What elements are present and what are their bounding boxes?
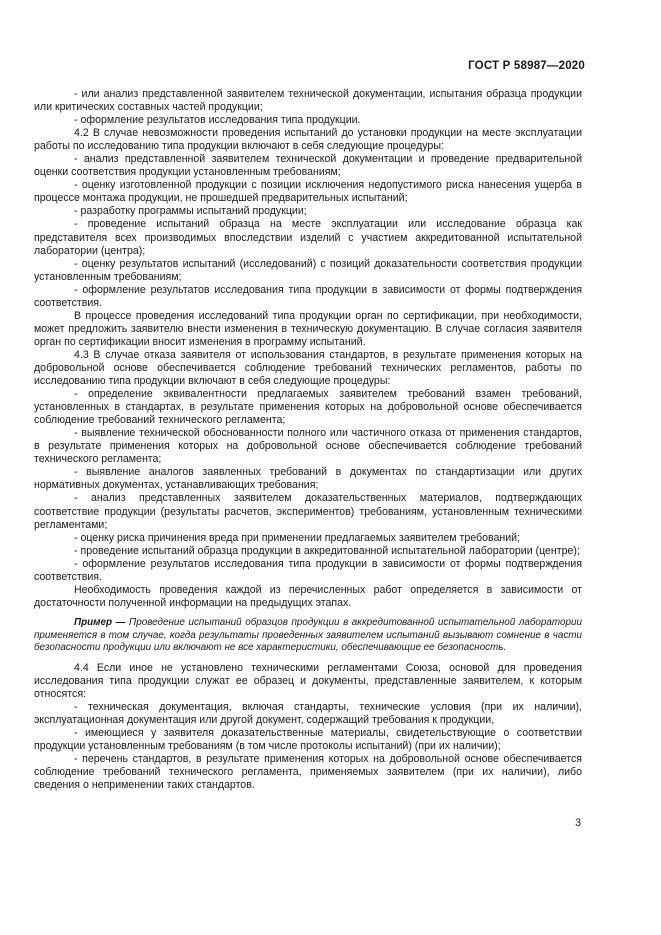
- list-item: - выявление аналогов заявленных требований в документах по стандартизации или других нормативных документах, устанавливающих требования;: [34, 466, 582, 492]
- list-item: - анализ представленной заявителем технической документации и проведение предварительной оценки соответствия продукции установленным требованиям;: [34, 153, 582, 179]
- clause-4-2: 4.2 В случае невозможности проведения испытаний до установки продукции на месте эксплуатации работы по исследованию типа продукции включают в себя следующие процедуры:: [34, 127, 582, 153]
- example-note: [34, 617, 582, 655]
- document-code: ГОСТ Р 58987—2020: [468, 60, 585, 72]
- list-item: - оформление результатов исследования типа продукции.: [74, 114, 361, 127]
- list-item: - выявление технической обоснованности полного или частичного отказа от применения стандартов, в результате применения которых на добровольной основе обеспечивается соблюдение требований технического регламента;: [34, 427, 582, 466]
- list-item: - проведение испытаний образца продукции в аккредитованной испытательной лаборатории (центре);: [74, 544, 580, 557]
- list-item: - имеющиеся у заявителя доказательственные материалы, свидетельствующие о соответствии продукции установленным требованиям (в том числе протоколы испытаний) (при их наличии);: [34, 727, 582, 753]
- list-item: - анализ представленных заявителем доказательственных материалов, подтверждающих соответствие продукции (результаты расчетов, экспериментов) требованиям, установленным техническими регламентами;: [34, 492, 582, 531]
- list-item: - техническая документация, включая стандарты, технические условия (при их наличии), эксплуатационная документация или другой документ, содержащий требования к продукции,: [34, 701, 582, 727]
- list-item: - или анализ представленной заявителем технической документации, испытания образца продукции или критических составных частей продукции;: [34, 88, 582, 114]
- list-item: - определение эквивалентности предлагаемых заявителем требований взамен требований, установленных в стандартах, в результате применения которых на добровольной основе обеспечивается соблюдение требований технического регламента;: [34, 388, 582, 427]
- list-item: - оформление результатов исследования типа продукции в зависимости от формы подтверждения соответствия.: [34, 557, 582, 583]
- example-lead: Пример —: [74, 616, 126, 628]
- clause-4-3: 4.3 В случае отказа заявителя от использования стандартов, в результате применения которых на добровольной основе обеспечивается соблюдение требований технических регламентов, работы по исследованию типа продукции включают в себя следующие процедуры:: [34, 348, 582, 388]
- list-item: - оформление результатов исследования типа продукции в зависимости от формы подтверждения соответствия.: [34, 283, 582, 309]
- list-item: - оценку риска причинения вреда при применении предлагаемых заявителем требований;: [74, 531, 521, 544]
- paragraph: В процессе проведения исследований типа продукции орган по сертификации, при необходимости, может предложить заявителю внести изменения в техническую документацию. В случае согласия заявителя орган по сертификации вносит изменения в программу испытаний.: [34, 309, 582, 348]
- list-item: - оценку результатов испытаний (исследований) с позиций доказательности соответствия продукции установленным требованиям;: [34, 257, 582, 283]
- list-item: - разработку программы испытаний продукции;: [74, 205, 307, 218]
- document-body: [34, 88, 582, 792]
- page-number: 3: [575, 817, 581, 829]
- example-text: Проведение испытаний образцов продукции в аккредитованной испытательной лаборатории применяется в том случае, когда результаты проведенных заявителем испытаний вызывают сомнение в части безопасности продукции или включают не все характеристики, обеспечивающие ее безопасность.: [34, 616, 582, 654]
- list-item: - проведение испытаний образца на месте эксплуатации или исследование образца как представителя всех производимых впоследствии изделий с участием аккредитованной испытательной лаборатории (центра);: [34, 218, 582, 257]
- paragraph: Необходимость проведения каждой из перечисленных работ определяется в зависимости от достаточности полученной информации на предыдущих этапах.: [34, 583, 582, 609]
- list-item: - оценку изготовленной продукции с позиции исключения недопустимого риска нанесения ущерба в процессе монтажа продукции, не прошедшей предварительных испытаний;: [34, 179, 582, 205]
- list-item: - перечень стандартов, в результате применения которых на добровольной основе обеспечивается соблюдение требований технического регламента, применяемых заявителем (при их наличии), либо сведения о неприменении таких стандартов.: [34, 753, 582, 792]
- clause-4-4: 4.4 Если иное не установлено техническими регламентами Союза, основой для проведения исследования типа продукции служат ее образец и документы, представленные заявителем, к которым относятся:: [34, 661, 582, 701]
